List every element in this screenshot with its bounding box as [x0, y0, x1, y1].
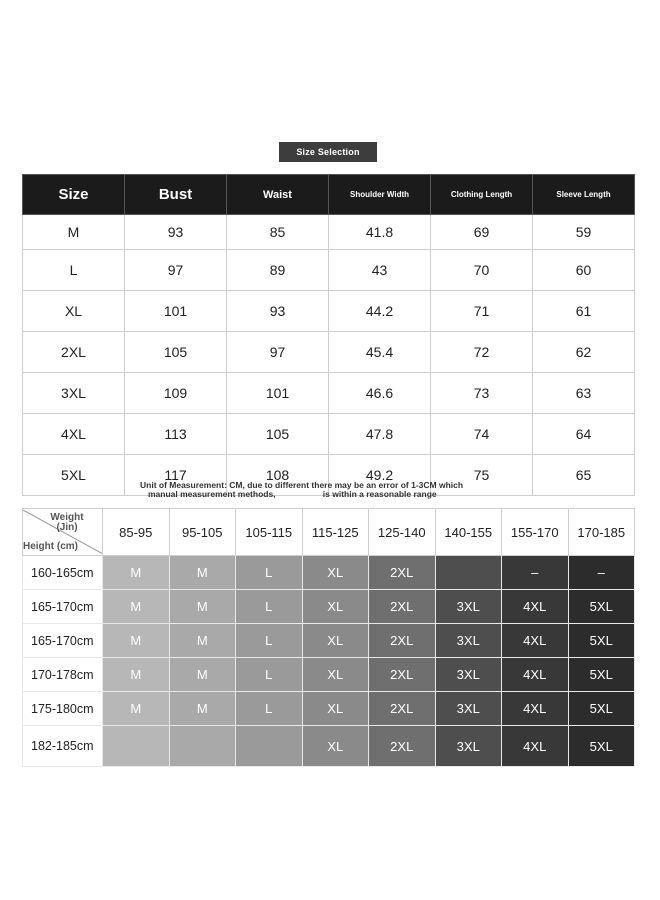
table-row	[23, 332, 635, 373]
table-cell: 109	[125, 373, 227, 414]
table-row	[23, 658, 635, 692]
size-cell: XL	[302, 692, 369, 726]
header-waist: Waist	[227, 175, 329, 215]
table-cell: 73	[431, 373, 533, 414]
header-clothing-length: Clothing Length	[431, 175, 533, 215]
table-cell: 72	[431, 332, 533, 373]
weight-range-header: 85-95	[103, 509, 170, 556]
size-cell: 5XL	[568, 624, 635, 658]
table-row	[23, 215, 635, 250]
table-cell: 49.2	[329, 455, 431, 496]
size-cell: 3XL	[435, 624, 502, 658]
table-cell: 97	[227, 332, 329, 373]
table-row	[23, 624, 635, 658]
corner-weight-label: Weight (Jin)	[50, 512, 84, 533]
corner-height-label: Height (cm)	[23, 541, 78, 552]
size-cell: M	[169, 624, 236, 658]
table-row	[23, 726, 635, 767]
table-cell: 46.6	[329, 373, 431, 414]
size-cell: XL	[302, 590, 369, 624]
height-range-cell: 165-170cm	[23, 590, 103, 624]
table-row	[23, 291, 635, 332]
size-cell: 3XL	[435, 590, 502, 624]
table-cell: 71	[431, 291, 533, 332]
size-cell: L	[236, 692, 303, 726]
size-cell: 4XL	[502, 590, 569, 624]
table-cell: 105	[227, 414, 329, 455]
size-cell: L	[236, 658, 303, 692]
size-cell	[236, 726, 303, 767]
size-cell: 5XL	[568, 590, 635, 624]
size-table-header-row	[23, 175, 635, 215]
size-cell: L	[236, 624, 303, 658]
table-cell: 101	[227, 373, 329, 414]
table-cell: 47.8	[329, 414, 431, 455]
weight-range-header: 105-115	[236, 509, 303, 556]
table-cell: 63	[533, 373, 635, 414]
size-cell: 3XL	[435, 658, 502, 692]
size-cell: 4XL	[502, 726, 569, 767]
size-cell	[103, 726, 170, 767]
table-row	[23, 556, 635, 590]
size-cell: 4XL	[502, 658, 569, 692]
size-cell: M	[103, 624, 170, 658]
table-cell: 69	[431, 215, 533, 250]
table-cell: 75	[431, 455, 533, 496]
size-selection-title: Size Selection	[279, 142, 377, 162]
table-cell: 93	[125, 215, 227, 250]
table-cell: 61	[533, 291, 635, 332]
size-cell: M	[103, 692, 170, 726]
size-cell: 2XL	[369, 590, 436, 624]
weight-range-header: 95-105	[169, 509, 236, 556]
table-cell: 74	[431, 414, 533, 455]
size-cell: 2XL	[369, 726, 436, 767]
table-cell: 113	[125, 414, 227, 455]
size-cell	[435, 556, 502, 590]
size-measurement-table	[22, 174, 635, 496]
weight-range-header: 170-185	[568, 509, 635, 556]
table-cell: 3XL	[23, 373, 125, 414]
table-cell: 65	[533, 455, 635, 496]
size-cell: M	[169, 590, 236, 624]
size-cell: 2XL	[369, 556, 436, 590]
size-cell: 3XL	[435, 726, 502, 767]
table-cell: 5XL	[23, 455, 125, 496]
size-cell: –	[502, 556, 569, 590]
weight-range-header: 155-170	[502, 509, 569, 556]
size-cell: 4XL	[502, 624, 569, 658]
size-cell: 2XL	[369, 624, 436, 658]
header-shoulder-width: Shoulder Width	[329, 175, 431, 215]
note-line: Unit of Measurement: CM, due to different there may be an error of 1-3CM which	[140, 480, 464, 490]
size-cell: 5XL	[568, 692, 635, 726]
size-cell: L	[236, 556, 303, 590]
table-cell: M	[23, 215, 125, 250]
size-cell: M	[103, 556, 170, 590]
size-cell: L	[236, 590, 303, 624]
table-cell: 62	[533, 332, 635, 373]
table-cell: 41.8	[329, 215, 431, 250]
size-recommendation-table	[22, 508, 635, 767]
size-cell: XL	[302, 726, 369, 767]
size-cell: XL	[302, 556, 369, 590]
size-cell: M	[103, 658, 170, 692]
table-cell: 105	[125, 332, 227, 373]
table-cell: 43	[329, 250, 431, 291]
header-size: Size	[23, 175, 125, 215]
weight-range-header: 125-140	[369, 509, 436, 556]
table-cell: 108	[227, 455, 329, 496]
size-cell: 2XL	[369, 692, 436, 726]
table-cell: 93	[227, 291, 329, 332]
size-cell: M	[169, 692, 236, 726]
size-cell: 2XL	[369, 658, 436, 692]
size-cell: 4XL	[502, 692, 569, 726]
height-range-cell: 170-178cm	[23, 658, 103, 692]
note-line: manual measurement methods, is within a reasonable range	[148, 489, 437, 499]
table-cell: 60	[533, 250, 635, 291]
table-cell: 89	[227, 250, 329, 291]
measurement-note	[140, 481, 520, 499]
table-cell: 59	[533, 215, 635, 250]
table-row	[23, 373, 635, 414]
table-cell: 2XL	[23, 332, 125, 373]
fit-table-header-row	[23, 509, 635, 556]
size-cell: 5XL	[568, 658, 635, 692]
table-cell: 85	[227, 215, 329, 250]
header-sleeve-length: Sleeve Length	[533, 175, 635, 215]
height-range-cell: 165-170cm	[23, 624, 103, 658]
table-cell: 70	[431, 250, 533, 291]
table-cell: 101	[125, 291, 227, 332]
table-cell: 45.4	[329, 332, 431, 373]
size-cell: 3XL	[435, 692, 502, 726]
table-cell: XL	[23, 291, 125, 332]
table-row	[23, 414, 635, 455]
height-range-cell: 160-165cm	[23, 556, 103, 590]
size-cell: M	[169, 658, 236, 692]
table-cell: 44.2	[329, 291, 431, 332]
table-cell: 64	[533, 414, 635, 455]
weight-range-header: 140-155	[435, 509, 502, 556]
header-bust: Bust	[125, 175, 227, 215]
height-range-cell: 182-185cm	[23, 726, 103, 767]
table-cell: 117	[125, 455, 227, 496]
table-row	[23, 692, 635, 726]
size-cell: XL	[302, 624, 369, 658]
size-cell: 5XL	[568, 726, 635, 767]
table-cell: 4XL	[23, 414, 125, 455]
table-cell: 97	[125, 250, 227, 291]
size-cell: M	[169, 556, 236, 590]
size-cell: M	[103, 590, 170, 624]
table-row	[23, 590, 635, 624]
height-range-cell: 175-180cm	[23, 692, 103, 726]
corner-header	[23, 509, 103, 556]
size-cell: XL	[302, 658, 369, 692]
table-row	[23, 250, 635, 291]
table-cell: L	[23, 250, 125, 291]
weight-range-header: 115-125	[302, 509, 369, 556]
size-cell: –	[568, 556, 635, 590]
size-cell	[169, 726, 236, 767]
